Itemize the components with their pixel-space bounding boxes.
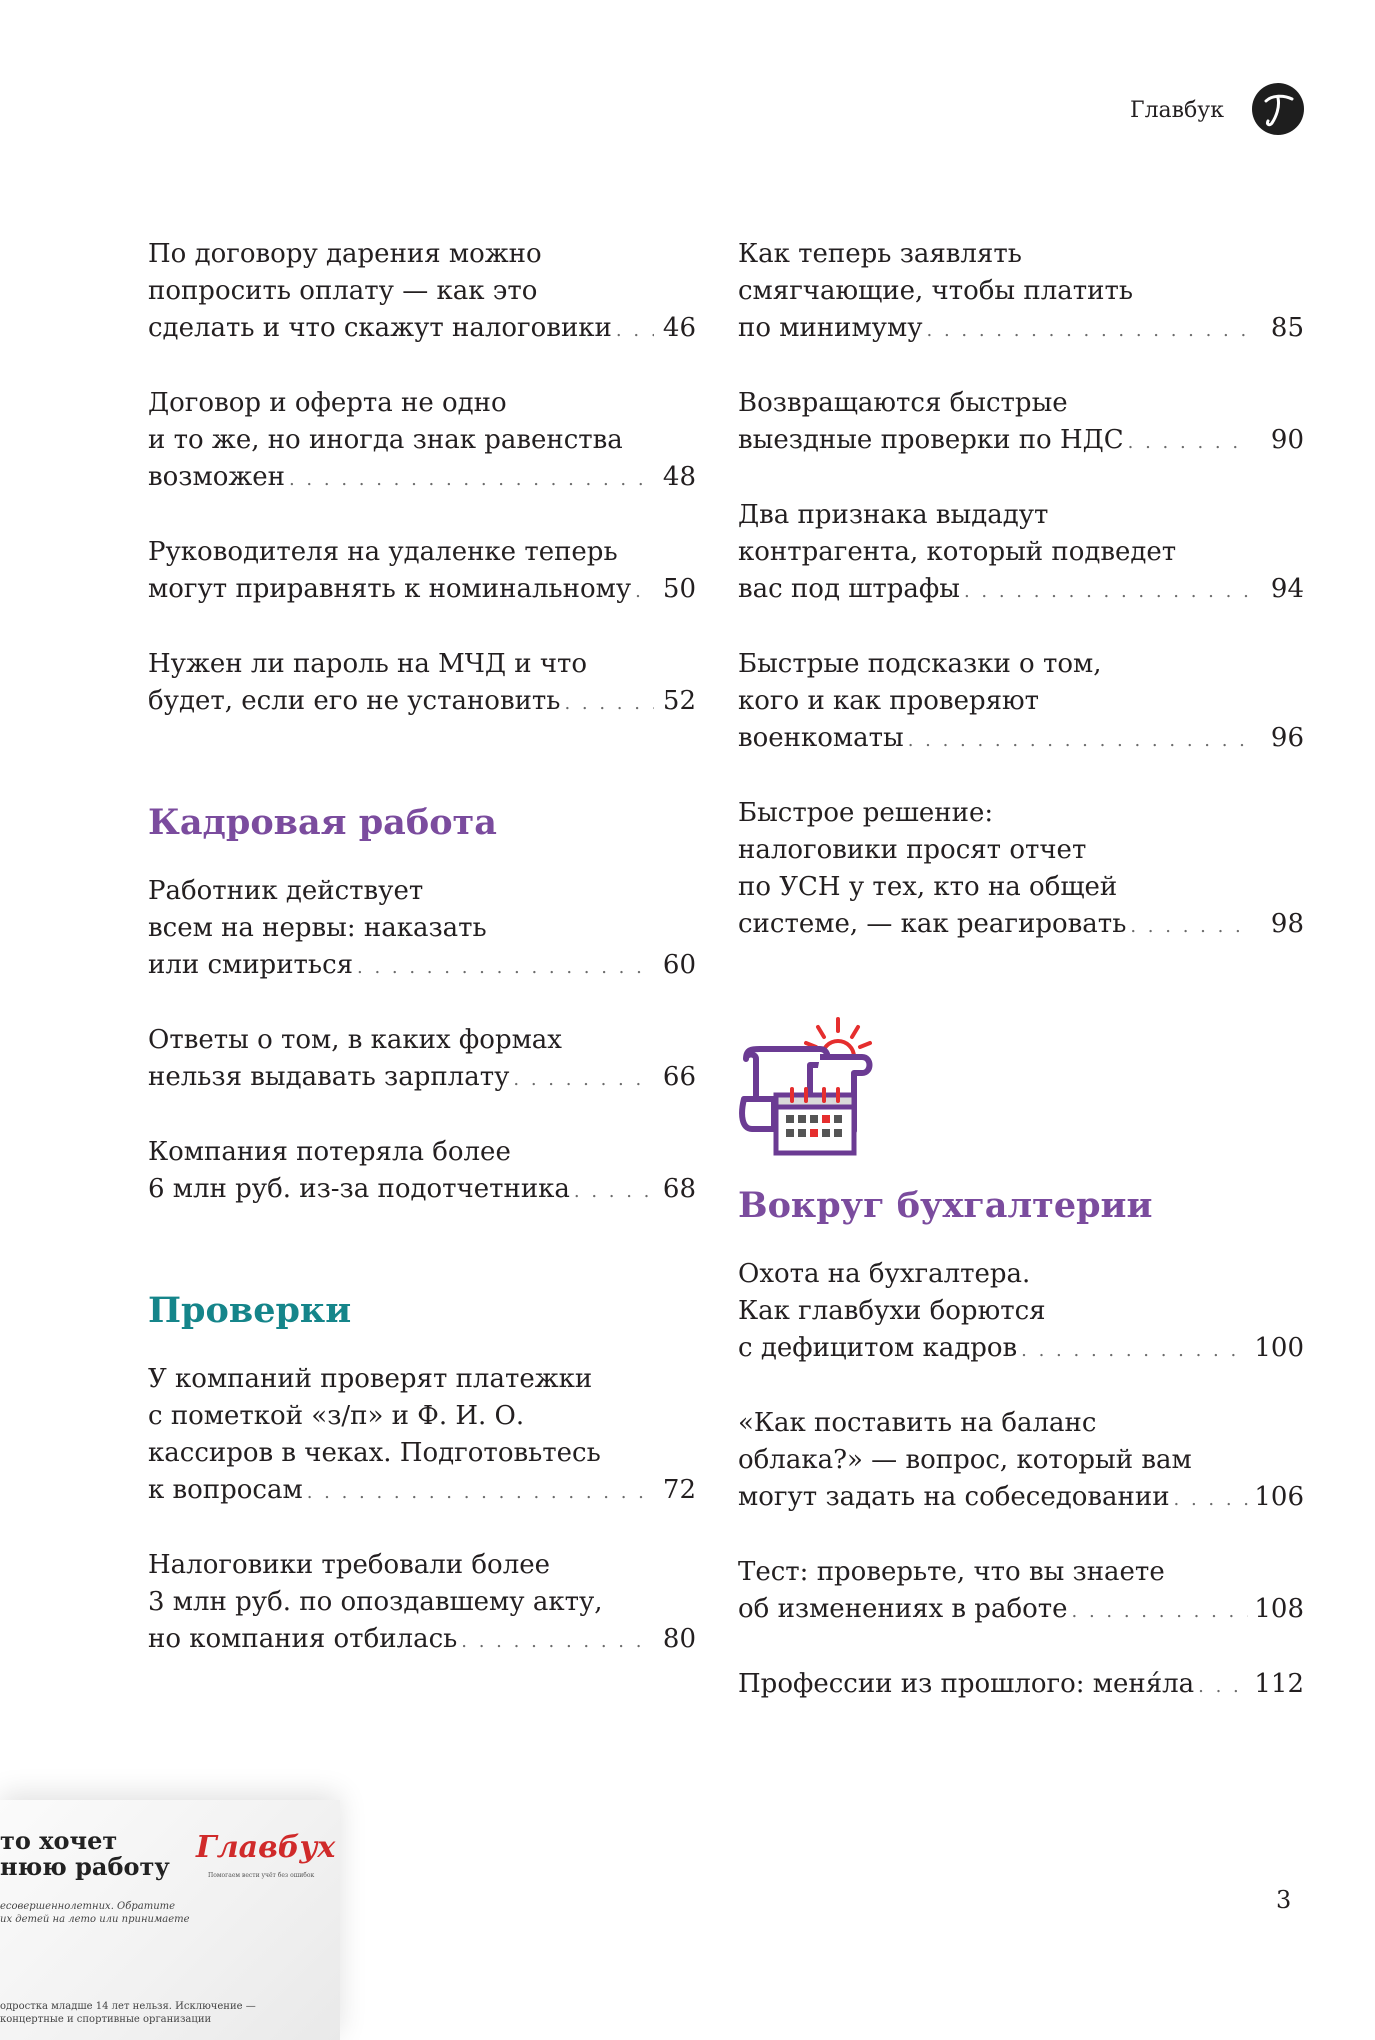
toc-entry-title-line: Профессии из прошлого: меня́ла — [738, 1669, 1195, 1699]
toc-entry-title-line: будет, если его не установить — [148, 686, 561, 716]
toc-entry-last-line — [738, 720, 1304, 759]
toc-entry-title-line: Договор и оферта не одно — [148, 388, 507, 418]
toc-entry-last-line — [738, 310, 1304, 349]
toc-leader-dots — [574, 1173, 654, 1210]
promo-text-line: их детей на лето или принимаете — [0, 1914, 190, 1925]
toc-entry-title-line: но компания отбилась — [148, 1624, 458, 1654]
toc-entry-title-line: Как главбухи борются — [738, 1296, 1046, 1326]
toc-entry[interactable] — [738, 646, 1304, 759]
promo-footer-text — [0, 2000, 256, 2026]
toc-entry-title-line: выездные проверки по НДС — [738, 425, 1124, 455]
promo-heading-line: нюю работу — [0, 1852, 170, 1881]
toc-page-number: 80 — [662, 1624, 696, 1654]
toc-entry-title-line: Компания потеряла более — [148, 1137, 511, 1167]
toc-page-number: 85 — [1270, 313, 1304, 343]
calendar-documents-icon — [738, 1009, 898, 1159]
toc-entry-title-line: кого и как проверяют — [738, 686, 1040, 716]
toc-page-number: 66 — [662, 1062, 696, 1092]
toc-left-column — [148, 236, 696, 1696]
toc-page-number: 50 — [662, 574, 696, 604]
promo-page-thumbnail — [0, 1800, 340, 2040]
toc-entry-title-line: смягчающие, чтобы платить — [738, 276, 1133, 306]
toc-entry[interactable] — [148, 534, 696, 610]
toc-entry[interactable] — [738, 236, 1304, 349]
toc-entry-title-line: Охота на бухгалтера. — [738, 1259, 1031, 1289]
toc-leader-dots — [964, 573, 1248, 610]
toc-entry-title-line: об изменениях в работе — [738, 1594, 1068, 1624]
toc-entry[interactable] — [148, 236, 696, 349]
toc-entry-last-line — [738, 422, 1304, 461]
toc-entry-title-line: У компаний проверят платежки — [148, 1364, 593, 1394]
toc-entry-title-line: По договору дарения можно — [148, 239, 542, 269]
toc-entry[interactable] — [738, 1666, 1304, 1705]
toc-page-number: 100 — [1254, 1333, 1304, 1363]
toc-entry-title-line: Тест: проверьте, что вы знаете — [738, 1557, 1165, 1587]
toc-leader-dots — [513, 1061, 654, 1098]
toc-entry-last-line — [148, 310, 696, 349]
toc-page-number: 52 — [662, 686, 696, 716]
toc-entry-title-line: по минимуму — [738, 313, 923, 343]
section-title-checks: Проверки — [148, 1290, 352, 1331]
toc-entry-last-line — [148, 1621, 696, 1660]
toc-entry-title-line: возможен — [148, 462, 285, 492]
toc-entry-title-line: Быстрые подсказки о том, — [738, 649, 1102, 679]
toc-page-number: 98 — [1270, 909, 1304, 939]
toc-leader-dots — [908, 722, 1248, 759]
toc-entry-title-line: налоговики просят отчет — [738, 835, 1087, 865]
toc-entry-last-line — [148, 571, 696, 610]
toc-entry-title-line: Два признака выдадут — [738, 500, 1049, 530]
toc-entry-title-line: могут приравнять к номинальному — [148, 574, 632, 604]
toc-entry-title-line: вас под штрафы — [738, 574, 960, 604]
toc-entry[interactable] — [148, 1022, 696, 1098]
toc-entry[interactable] — [738, 795, 1304, 945]
toc-entry-title-line: по УСН у тех, кто на общей — [738, 872, 1118, 902]
section-title-hr: Кадровая работа — [148, 802, 497, 843]
brand-logo-icon — [1252, 83, 1304, 135]
toc-page-number: 96 — [1270, 723, 1304, 753]
toc-leader-dots — [1021, 1332, 1248, 1369]
toc-leader-dots — [1128, 424, 1248, 461]
toc-leader-dots — [461, 1623, 654, 1660]
toc-page-number: 72 — [662, 1475, 696, 1505]
toc-entry[interactable] — [738, 1405, 1304, 1518]
toc-entry-last-line — [738, 1330, 1304, 1369]
toc-leader-dots — [616, 312, 654, 349]
toc-leader-dots — [1130, 908, 1248, 945]
toc-leader-dots — [927, 312, 1248, 349]
toc-entry-title-line: системе, — как реагировать — [738, 909, 1127, 939]
toc-entry[interactable] — [738, 497, 1304, 610]
toc-entry-title-line: Нужен ли пароль на МЧД и что — [148, 649, 588, 679]
toc-entry-title-line: 3 млн руб. по опоздавшему акту, — [148, 1587, 603, 1617]
toc-entry[interactable] — [148, 646, 696, 722]
toc-entry-last-line — [738, 1479, 1304, 1518]
toc-entry-last-line — [148, 947, 696, 986]
toc-entry-last-line — [148, 1472, 696, 1511]
toc-entry-title-line: Работник действует — [148, 876, 424, 906]
toc-entry-title-line: могут задать на собеседовании — [738, 1482, 1170, 1512]
promo-heading-line: то хочет — [0, 1826, 118, 1855]
toc-entry-title-line: к вопросам — [148, 1475, 303, 1505]
toc-page-number: 68 — [662, 1174, 696, 1204]
toc-entry-title-line: Руководителя на удаленке теперь — [148, 537, 618, 567]
toc-entry-title-line: Налоговики требовали более — [148, 1550, 550, 1580]
toc-entry-title-line: Ответы о том, в каких формах — [148, 1025, 562, 1055]
toc-entry-last-line — [148, 1059, 696, 1098]
promo-footer-line: одростка младше 14 лет нельзя. Исключение — — [0, 2001, 256, 2012]
toc-entry[interactable] — [148, 873, 696, 986]
toc-leader-dots — [1072, 1593, 1248, 1630]
toc-right-column — [738, 236, 1304, 1741]
toc-entry[interactable] — [148, 385, 696, 498]
toc-entry-title-line: военкоматы — [738, 723, 904, 753]
toc-page-number: 48 — [662, 462, 696, 492]
toc-entry-title-line: Быстрое решение: — [738, 798, 994, 828]
toc-entry-title-line: 6 млн руб. из-за подотчетника — [148, 1174, 570, 1204]
toc-entry-title-line: или смириться — [148, 950, 354, 980]
toc-leader-dots — [635, 573, 654, 610]
toc-entry-title-line: с дефицитом кадров — [738, 1333, 1018, 1363]
toc-entry-title-line: всем на нервы: наказать — [148, 913, 487, 943]
toc-entry-last-line — [738, 571, 1304, 610]
toc-entry[interactable] — [738, 1554, 1304, 1630]
toc-entry[interactable] — [738, 1256, 1304, 1369]
toc-entry[interactable] — [738, 385, 1304, 461]
toc-entry-title-line: сделать и что скажут налоговики — [148, 313, 612, 343]
page-number: 3 — [1276, 1886, 1292, 1914]
promo-heading — [0, 1828, 170, 1880]
toc-entry-title-line: Возвращаются быстрые — [738, 388, 1068, 418]
toc-entry-title-line: попросить оплату — как это — [148, 276, 538, 306]
toc-entry-title-line: Как теперь заявлять — [738, 239, 1022, 269]
toc-leader-dots — [1174, 1481, 1248, 1518]
toc-page-number: 108 — [1254, 1594, 1304, 1624]
toc-page-number: 60 — [662, 950, 696, 980]
promo-logo: Главбух — [196, 1830, 336, 1865]
toc-entry-title-line: и то же, но иногда знак равенства — [148, 425, 623, 455]
toc-entry-last-line — [148, 683, 696, 722]
toc-entry-title-line: контрагента, который подведет — [738, 537, 1177, 567]
toc-page-number: 112 — [1254, 1669, 1304, 1699]
toc-leader-dots — [289, 461, 654, 498]
toc-page-number: 94 — [1270, 574, 1304, 604]
toc-entry-title-line: «Как поставить на баланс — [738, 1408, 1097, 1438]
toc-leader-dots — [357, 949, 654, 986]
toc-leader-dots — [307, 1474, 654, 1511]
toc-page-number: 46 — [662, 313, 696, 343]
header-brand: Главбук — [1130, 98, 1224, 123]
toc-entry-title-line: облака?» — вопрос, который вам — [738, 1445, 1192, 1475]
toc-page-number: 106 — [1254, 1482, 1304, 1512]
toc-entry-last-line — [148, 459, 696, 498]
promo-footer-line: концертные и спортивные организации — [0, 2014, 212, 2025]
promo-text-line: есовершеннолетних. Обратите — [0, 1901, 176, 1912]
toc-entry-last-line — [738, 1666, 1304, 1705]
toc-entry-title-line: нельзя выдавать зарплату — [148, 1062, 510, 1092]
toc-leader-dots — [564, 685, 654, 722]
toc-entry-title-line: кассиров в чеках. Подготовьтесь — [148, 1438, 601, 1468]
promo-logo-subtitle: Помогаем вести учёт без ошибок — [208, 1872, 315, 1879]
toc-page-number: 90 — [1270, 425, 1304, 455]
toc-entry[interactable] — [148, 1134, 696, 1210]
toc-entry[interactable] — [148, 1547, 696, 1660]
toc-entry[interactable] — [148, 1361, 696, 1511]
toc-entry-title-line: с пометкой «з/п» и Ф. И. О. — [148, 1401, 525, 1431]
toc-entry-last-line — [738, 1591, 1304, 1630]
toc-entry-last-line — [738, 906, 1304, 945]
section-title-accounting: Вокруг бухгалтерии — [738, 1185, 1153, 1226]
promo-text — [0, 1900, 190, 1926]
toc-leader-dots — [1198, 1668, 1248, 1705]
toc-entry-last-line — [148, 1171, 696, 1210]
